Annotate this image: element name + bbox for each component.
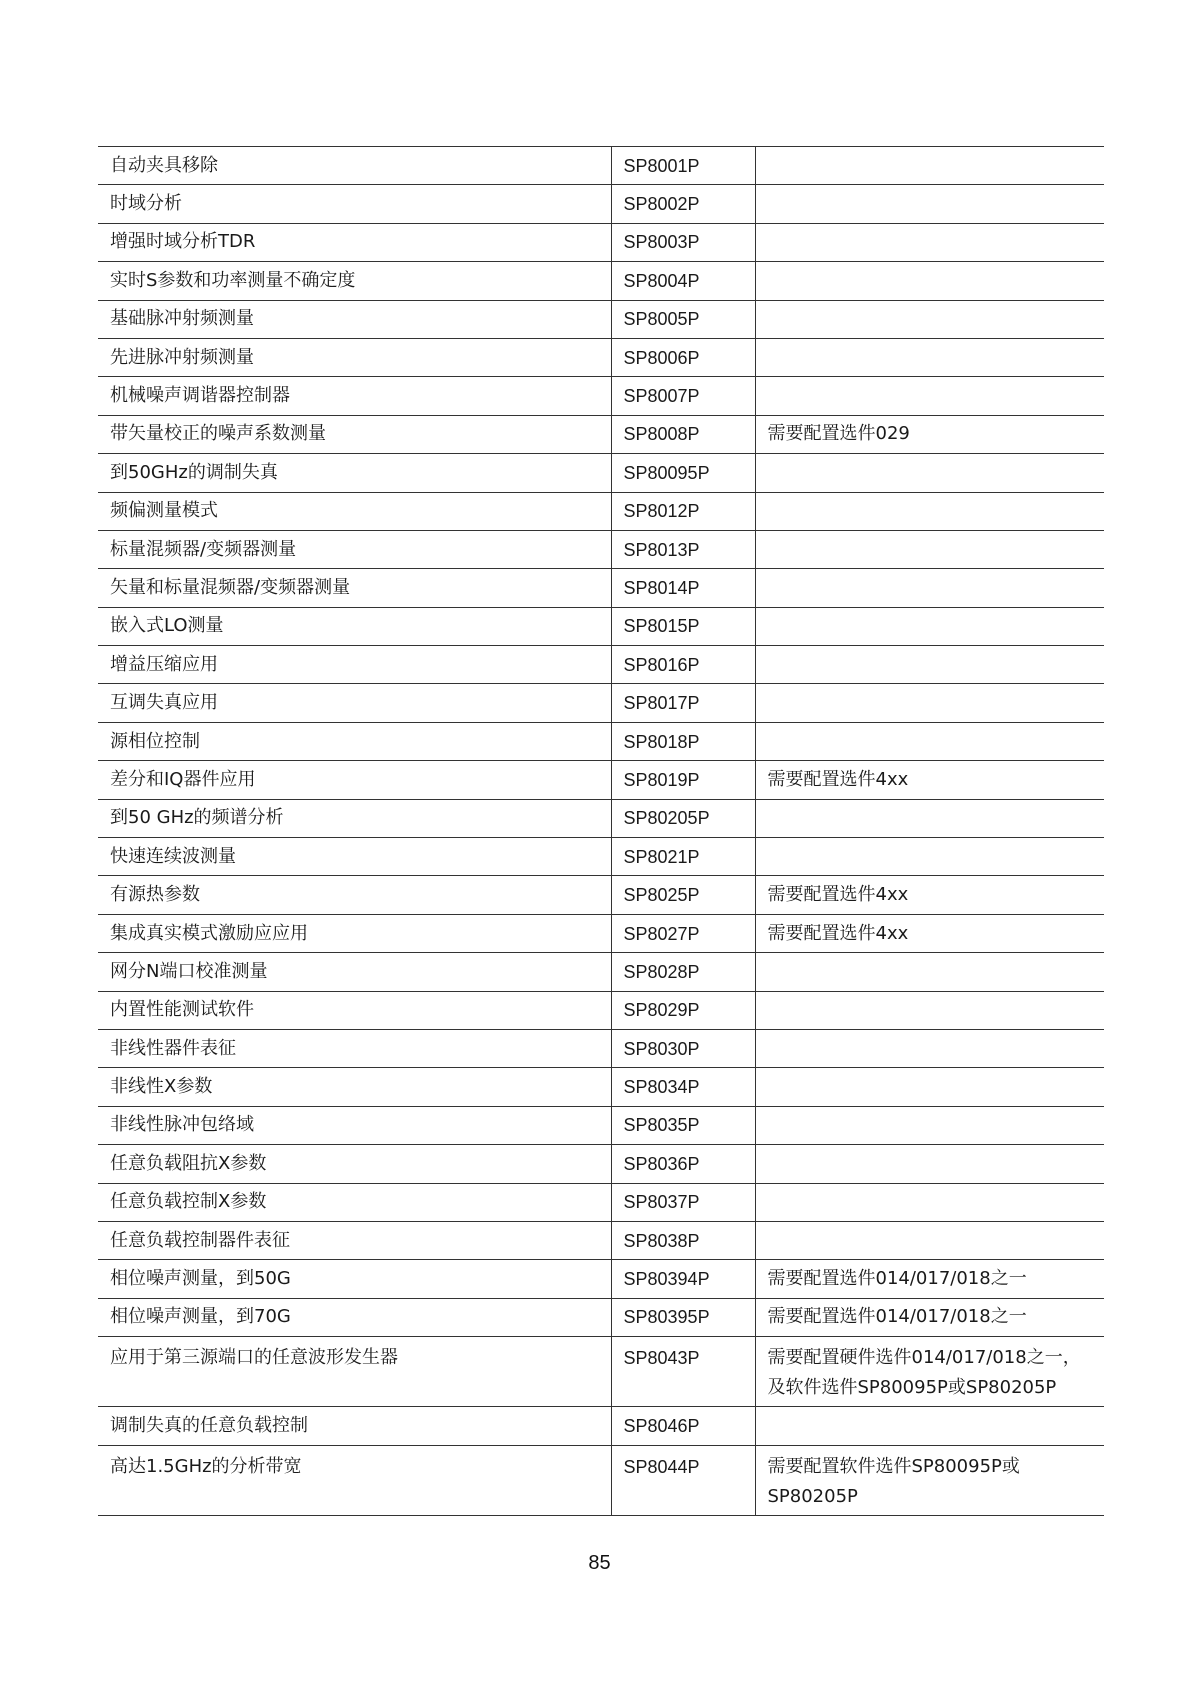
table-row (98, 185, 1104, 223)
table-row (98, 262, 1104, 300)
option-name-cell: 任意负载控制X参数 (98, 1183, 611, 1221)
option-note-cell (755, 991, 1104, 1029)
option-code-cell: SP8001P (611, 147, 755, 185)
option-note-cell (755, 799, 1104, 837)
option-note-cell (755, 185, 1104, 223)
option-note-cell (755, 223, 1104, 261)
option-code-cell: SP8003P (611, 223, 755, 261)
option-name-cell: 自动夹具移除 (98, 147, 611, 185)
option-name-cell: 调制失真的任意负载控制 (98, 1407, 611, 1445)
option-code-cell: SP8044P (611, 1445, 755, 1515)
table-row (98, 722, 1104, 760)
option-name-cell: 内置性能测试软件 (98, 991, 611, 1029)
table-row (98, 991, 1104, 1029)
table-row (98, 1298, 1104, 1336)
option-name-cell: 源相位控制 (98, 722, 611, 760)
table-row (98, 415, 1104, 453)
table-row (98, 1445, 1104, 1515)
option-note-cell (755, 1183, 1104, 1221)
option-note-cell (755, 338, 1104, 376)
option-name-cell: 快速连续波测量 (98, 838, 611, 876)
option-note-cell (755, 646, 1104, 684)
table-row (98, 569, 1104, 607)
option-note-cell: 需要配置选件4xx (755, 876, 1104, 914)
option-note-cell (755, 1407, 1104, 1445)
table-row (98, 1407, 1104, 1445)
option-note-cell (755, 953, 1104, 991)
option-code-cell: SP8018P (611, 722, 755, 760)
option-note-cell (755, 492, 1104, 530)
option-name-cell: 矢量和标量混频器/变频器测量 (98, 569, 611, 607)
option-note-cell (755, 377, 1104, 415)
option-note-cell (755, 1068, 1104, 1106)
option-note-cell (755, 569, 1104, 607)
page-number: 85 (588, 1552, 611, 1574)
option-name-cell: 标量混频器/变频器测量 (98, 530, 611, 568)
option-note-cell (755, 530, 1104, 568)
table-row (98, 1068, 1104, 1106)
table-row (98, 492, 1104, 530)
option-note-cell: 需要配置软件选件SP80095P或SP80205P (755, 1445, 1104, 1515)
option-note-cell (755, 607, 1104, 645)
option-code-cell: SP80095P (611, 454, 755, 492)
option-name-cell: 时域分析 (98, 185, 611, 223)
option-code-cell: SP8043P (611, 1337, 755, 1407)
option-name-cell: 集成真实模式激励应应用 (98, 914, 611, 952)
option-note-cell: 需要配置选件4xx (755, 914, 1104, 952)
option-code-cell: SP8028P (611, 953, 755, 991)
option-code-cell: SP8007P (611, 377, 755, 415)
option-code-cell: SP8005P (611, 300, 755, 338)
table-body (98, 147, 1104, 1516)
option-code-cell: SP8017P (611, 684, 755, 722)
table-row (98, 646, 1104, 684)
option-name-cell: 任意负载阻抗X参数 (98, 1145, 611, 1183)
option-code-cell: SP8029P (611, 991, 755, 1029)
option-note-cell: 需要配置选件4xx (755, 761, 1104, 799)
option-code-cell: SP8034P (611, 1068, 755, 1106)
option-code-cell: SP8037P (611, 1183, 755, 1221)
option-name-cell: 实时S参数和功率测量不确定度 (98, 262, 611, 300)
option-name-cell: 嵌入式LO测量 (98, 607, 611, 645)
option-code-cell: SP8008P (611, 415, 755, 453)
option-name-cell: 相位噪声测量，到50G (98, 1260, 611, 1298)
option-note-cell: 需要配置选件014/017/018之一 (755, 1298, 1104, 1336)
option-name-cell: 差分和IQ器件应用 (98, 761, 611, 799)
table-row (98, 454, 1104, 492)
option-name-cell: 相位噪声测量，到70G (98, 1298, 611, 1336)
option-note-cell (755, 147, 1104, 185)
table-row (98, 338, 1104, 376)
option-code-cell: SP8046P (611, 1407, 755, 1445)
option-code-cell: SP80205P (611, 799, 755, 837)
table-row (98, 300, 1104, 338)
table-row (98, 761, 1104, 799)
option-name-cell: 非线性脉冲包络域 (98, 1106, 611, 1144)
software-options-table (98, 146, 1104, 1516)
option-code-cell: SP8027P (611, 914, 755, 952)
option-note-cell (755, 1106, 1104, 1144)
option-note-cell (755, 838, 1104, 876)
option-code-cell: SP8004P (611, 262, 755, 300)
table-row (98, 530, 1104, 568)
option-note-cell: 需要配置硬件选件014/017/018之一，及软件选件SP80095P或SP80205P (755, 1337, 1104, 1407)
table-row (98, 1221, 1104, 1259)
table-row (98, 684, 1104, 722)
option-name-cell: 带矢量校正的噪声系数测量 (98, 415, 611, 453)
table-row (98, 607, 1104, 645)
table-row (98, 1106, 1104, 1144)
option-name-cell: 到50 GHz的频谱分析 (98, 799, 611, 837)
option-code-cell: SP8019P (611, 761, 755, 799)
option-code-cell: SP8038P (611, 1221, 755, 1259)
option-name-cell: 网分N端口校准测量 (98, 953, 611, 991)
option-name-cell: 任意负载控制器件表征 (98, 1221, 611, 1259)
option-note-cell (755, 1145, 1104, 1183)
option-code-cell: SP8030P (611, 1029, 755, 1067)
option-code-cell: SP8006P (611, 338, 755, 376)
table-row (98, 1260, 1104, 1298)
option-note-cell (755, 262, 1104, 300)
table-row (98, 876, 1104, 914)
option-name-cell: 增强时域分析TDR (98, 223, 611, 261)
table-row (98, 147, 1104, 185)
option-note-cell: 需要配置选件029 (755, 415, 1104, 453)
option-code-cell: SP8014P (611, 569, 755, 607)
option-note-cell (755, 684, 1104, 722)
option-name-cell: 有源热参数 (98, 876, 611, 914)
option-code-cell: SP8021P (611, 838, 755, 876)
option-name-cell: 到50GHz的调制失真 (98, 454, 611, 492)
option-code-cell: SP80395P (611, 1298, 755, 1336)
option-name-cell: 频偏测量模式 (98, 492, 611, 530)
option-note-cell (755, 1029, 1104, 1067)
option-name-cell: 高达1.5GHz的分析带宽 (98, 1445, 611, 1515)
option-name-cell: 增益压缩应用 (98, 646, 611, 684)
option-note-cell (755, 300, 1104, 338)
table-row (98, 377, 1104, 415)
table-row (98, 1337, 1104, 1407)
table-row (98, 953, 1104, 991)
option-name-cell: 机械噪声调谐器控制器 (98, 377, 611, 415)
table-row (98, 799, 1104, 837)
option-code-cell: SP8012P (611, 492, 755, 530)
option-note-cell (755, 722, 1104, 760)
option-code-cell: SP80394P (611, 1260, 755, 1298)
option-name-cell: 应用于第三源端口的任意波形发生器 (98, 1337, 611, 1407)
option-name-cell: 非线性器件表征 (98, 1029, 611, 1067)
option-name-cell: 先进脉冲射频测量 (98, 338, 611, 376)
table-row (98, 1029, 1104, 1067)
option-code-cell: SP8035P (611, 1106, 755, 1144)
option-name-cell: 基础脉冲射频测量 (98, 300, 611, 338)
table-row (98, 1145, 1104, 1183)
table-row (98, 838, 1104, 876)
option-name-cell: 非线性X参数 (98, 1068, 611, 1106)
option-code-cell: SP8016P (611, 646, 755, 684)
table-row (98, 914, 1104, 952)
option-name-cell: 互调失真应用 (98, 684, 611, 722)
option-note-cell (755, 1221, 1104, 1259)
table-row (98, 1183, 1104, 1221)
option-code-cell: SP8015P (611, 607, 755, 645)
table-row (98, 223, 1104, 261)
option-code-cell: SP8025P (611, 876, 755, 914)
option-note-cell (755, 454, 1104, 492)
option-code-cell: SP8013P (611, 530, 755, 568)
option-code-cell: SP8036P (611, 1145, 755, 1183)
option-note-cell: 需要配置选件014/017/018之一 (755, 1260, 1104, 1298)
option-code-cell: SP8002P (611, 185, 755, 223)
